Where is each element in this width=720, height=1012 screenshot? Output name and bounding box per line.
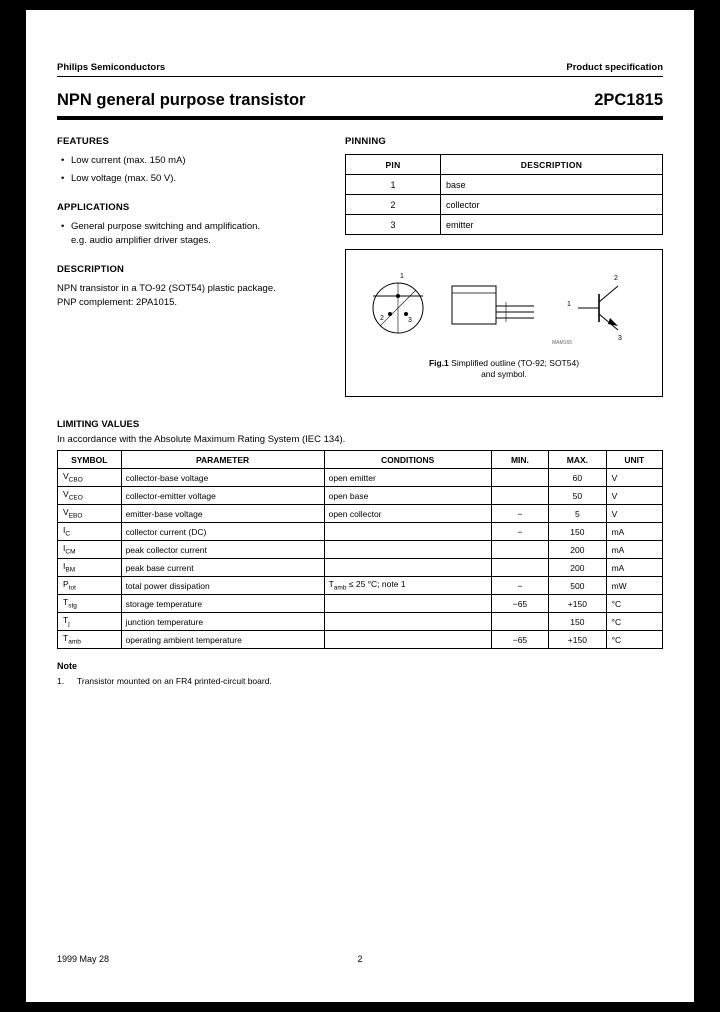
row-parameter: peak base current — [121, 559, 324, 577]
row-conditions: open base — [324, 487, 491, 505]
applications-heading: APPLICATIONS — [57, 202, 130, 213]
symbol-base: I — [63, 543, 66, 554]
row-symbol — [58, 559, 122, 577]
row-conditions — [324, 631, 491, 649]
page-footer — [57, 954, 663, 964]
row-max: 150 — [549, 523, 606, 541]
features-heading: FEATURES — [57, 136, 110, 147]
row-conditions — [324, 523, 491, 541]
pin-number: 3 — [346, 215, 441, 235]
right-column — [345, 136, 663, 397]
svg-text:3: 3 — [408, 317, 412, 324]
limiting-values-subtitle: In accordance with the Absolute Maximum Rating System (IEC 134). — [57, 434, 346, 445]
table-row — [58, 577, 663, 595]
description-line-2: PNP complement: 2PA1015. — [57, 296, 178, 308]
table-header-row — [346, 155, 663, 175]
document-page — [26, 10, 694, 1002]
symbol-base: P — [63, 579, 69, 590]
row-symbol — [58, 613, 122, 631]
row-symbol — [58, 523, 122, 541]
table-row — [58, 523, 663, 541]
row-parameter: collector current (DC) — [121, 523, 324, 541]
table-row — [58, 541, 663, 559]
part-number: 2PC1815 — [594, 91, 663, 109]
list-item: • Low voltage (max. 50 V). — [71, 172, 335, 186]
row-parameter: emitter-base voltage — [121, 505, 324, 523]
title-rule — [57, 116, 663, 120]
pin-description: emitter — [441, 215, 663, 235]
header-company: Philips Semiconductors — [57, 62, 166, 73]
row-parameter: total power dissipation — [121, 577, 324, 595]
row-max: 200 — [549, 541, 606, 559]
column-header-parameter: PARAMETER — [121, 451, 324, 469]
column-header-unit: UNIT — [606, 451, 662, 469]
pin-number: 2 — [346, 195, 441, 215]
table-row — [58, 613, 663, 631]
row-unit: V — [606, 487, 662, 505]
row-max: +150 — [549, 631, 606, 649]
symbol-base: T — [63, 633, 69, 644]
svg-text:1: 1 — [567, 301, 571, 308]
pin-description: collector — [441, 195, 663, 215]
symbol-base: V — [63, 507, 69, 518]
row-min: − — [491, 577, 548, 595]
row-min: −65 — [491, 631, 548, 649]
symbol-base: V — [63, 471, 69, 482]
table-row — [58, 559, 663, 577]
row-min — [491, 613, 548, 631]
row-max: 60 — [549, 469, 606, 487]
table-row — [346, 175, 663, 195]
row-parameter: storage temperature — [121, 595, 324, 613]
row-max: 5 — [549, 505, 606, 523]
row-unit: °C — [606, 613, 662, 631]
row-unit: °C — [606, 595, 662, 613]
limiting-values-heading: LIMITING VALUES — [57, 419, 140, 430]
row-max: +150 — [549, 595, 606, 613]
row-min — [491, 487, 548, 505]
symbol-sub: CBO — [68, 476, 83, 484]
column-header-symbol: SYMBOL — [58, 451, 122, 469]
limiting-values-table — [57, 450, 663, 649]
condition-sub: amb — [333, 584, 347, 592]
row-unit: mA — [606, 559, 662, 577]
column-header-description: DESCRIPTION — [441, 155, 663, 175]
column-header-min: MIN. — [491, 451, 548, 469]
row-unit: mA — [606, 523, 662, 541]
row-symbol — [58, 541, 122, 559]
table-header-row — [58, 451, 663, 469]
column-header-pin: PIN — [346, 155, 441, 175]
application-text-1: General purpose switching and amplification. — [71, 221, 261, 232]
row-unit: V — [606, 505, 662, 523]
column-header-conditions: CONDITIONS — [324, 451, 491, 469]
row-symbol — [58, 631, 122, 649]
symbol-sub: stg — [68, 602, 77, 610]
row-symbol — [58, 595, 122, 613]
page-title: NPN general purpose transistor — [57, 91, 306, 109]
figure-caption — [346, 358, 662, 380]
symbol-base: I — [63, 561, 66, 572]
note-text: Transistor mounted on an FR4 printed-circuit board. — [77, 676, 272, 686]
table-row — [58, 469, 663, 487]
symbol-sub: CM — [65, 548, 76, 556]
row-max: 150 — [549, 613, 606, 631]
figure-caption-line-1: Simplified outline (TO-92; SOT54) — [451, 358, 580, 368]
row-parameter: junction temperature — [121, 613, 324, 631]
symbol-base: I — [63, 525, 66, 536]
footer-spacer — [463, 954, 663, 964]
symbol-sub: j — [68, 620, 70, 628]
row-unit: V — [606, 469, 662, 487]
row-conditions — [324, 541, 491, 559]
symbol-base: T — [63, 615, 69, 626]
symbol-base: T — [63, 597, 69, 608]
row-max: 50 — [549, 487, 606, 505]
table-row — [58, 631, 663, 649]
row-symbol — [58, 487, 122, 505]
condition-post: ≤ 25 °C; note 1 — [346, 579, 406, 590]
row-symbol — [58, 469, 122, 487]
footer-page-number: 2 — [357, 954, 363, 964]
row-parameter: collector-base voltage — [121, 469, 324, 487]
table-row — [346, 195, 663, 215]
row-parameter: operating ambient temperature — [121, 631, 324, 649]
pinning-table — [345, 154, 663, 235]
figure-artwork — [356, 264, 652, 350]
column-header-max: MAX. — [549, 451, 606, 469]
note-line — [57, 676, 663, 686]
row-conditions: open collector — [324, 505, 491, 523]
row-parameter: peak collector current — [121, 541, 324, 559]
row-min: − — [491, 505, 548, 523]
left-column — [57, 136, 345, 397]
application-text-2: e.g. audio amplifier driver stages. — [71, 235, 211, 246]
symbol-sub: CEO — [68, 494, 83, 502]
row-conditions — [324, 577, 491, 595]
row-conditions — [324, 613, 491, 631]
symbol-sub: BM — [65, 566, 76, 574]
description-text — [57, 282, 335, 309]
features-list — [57, 154, 335, 186]
row-unit: mA — [606, 541, 662, 559]
figure-caption-line-2: and symbol. — [481, 369, 527, 379]
condition-base: T — [328, 579, 334, 590]
row-min: − — [491, 523, 548, 541]
symbol-sub: C — [65, 530, 71, 538]
table-row — [58, 505, 663, 523]
applications-list — [57, 220, 335, 248]
figure-devcode: MAM165 — [552, 340, 573, 346]
row-conditions: open emitter — [324, 469, 491, 487]
svg-text:2: 2 — [380, 315, 384, 322]
figure-label: Fig.1 — [428, 358, 449, 368]
svg-text:1: 1 — [400, 273, 404, 280]
transistor-outline-and-symbol-svg — [356, 264, 652, 350]
svg-text:3: 3 — [618, 335, 622, 342]
row-conditions — [324, 595, 491, 613]
note-heading: Note — [57, 661, 77, 671]
note-number: 1. — [57, 676, 65, 686]
table-row — [346, 215, 663, 235]
pin-description: base — [441, 175, 663, 195]
figure-box — [345, 249, 663, 397]
svg-text:2: 2 — [614, 275, 618, 282]
table-row — [58, 487, 663, 505]
row-unit: °C — [606, 631, 662, 649]
row-min: −65 — [491, 595, 548, 613]
row-parameter: collector-emitter voltage — [121, 487, 324, 505]
symbol-sub: EBO — [68, 512, 83, 520]
row-symbol — [58, 577, 122, 595]
list-item: • Low current (max. 150 mA) — [71, 154, 335, 168]
list-item — [71, 220, 335, 248]
description-heading: DESCRIPTION — [57, 264, 125, 275]
row-min — [491, 559, 548, 577]
row-max: 200 — [549, 559, 606, 577]
row-min — [491, 541, 548, 559]
row-conditions — [324, 559, 491, 577]
header-doctype: Product specification — [566, 62, 663, 73]
header-rule — [57, 76, 663, 77]
pin-number: 1 — [346, 175, 441, 195]
symbol-sub: amb — [68, 638, 81, 646]
symbol-base: V — [63, 489, 69, 500]
row-min — [491, 469, 548, 487]
pinning-heading: PINNING — [345, 136, 386, 147]
page-header — [57, 62, 663, 75]
two-column-area — [57, 136, 663, 397]
symbol-sub: tot — [68, 584, 76, 592]
page-content — [57, 62, 663, 686]
title-row — [57, 91, 663, 110]
description-line-1: NPN transistor in a TO-92 (SOT54) plastic package. — [57, 283, 276, 294]
row-max: 500 — [549, 577, 606, 595]
row-unit: mW — [606, 577, 662, 595]
table-row — [58, 595, 663, 613]
footer-date: 1999 May 28 — [57, 954, 110, 964]
row-symbol — [58, 505, 122, 523]
